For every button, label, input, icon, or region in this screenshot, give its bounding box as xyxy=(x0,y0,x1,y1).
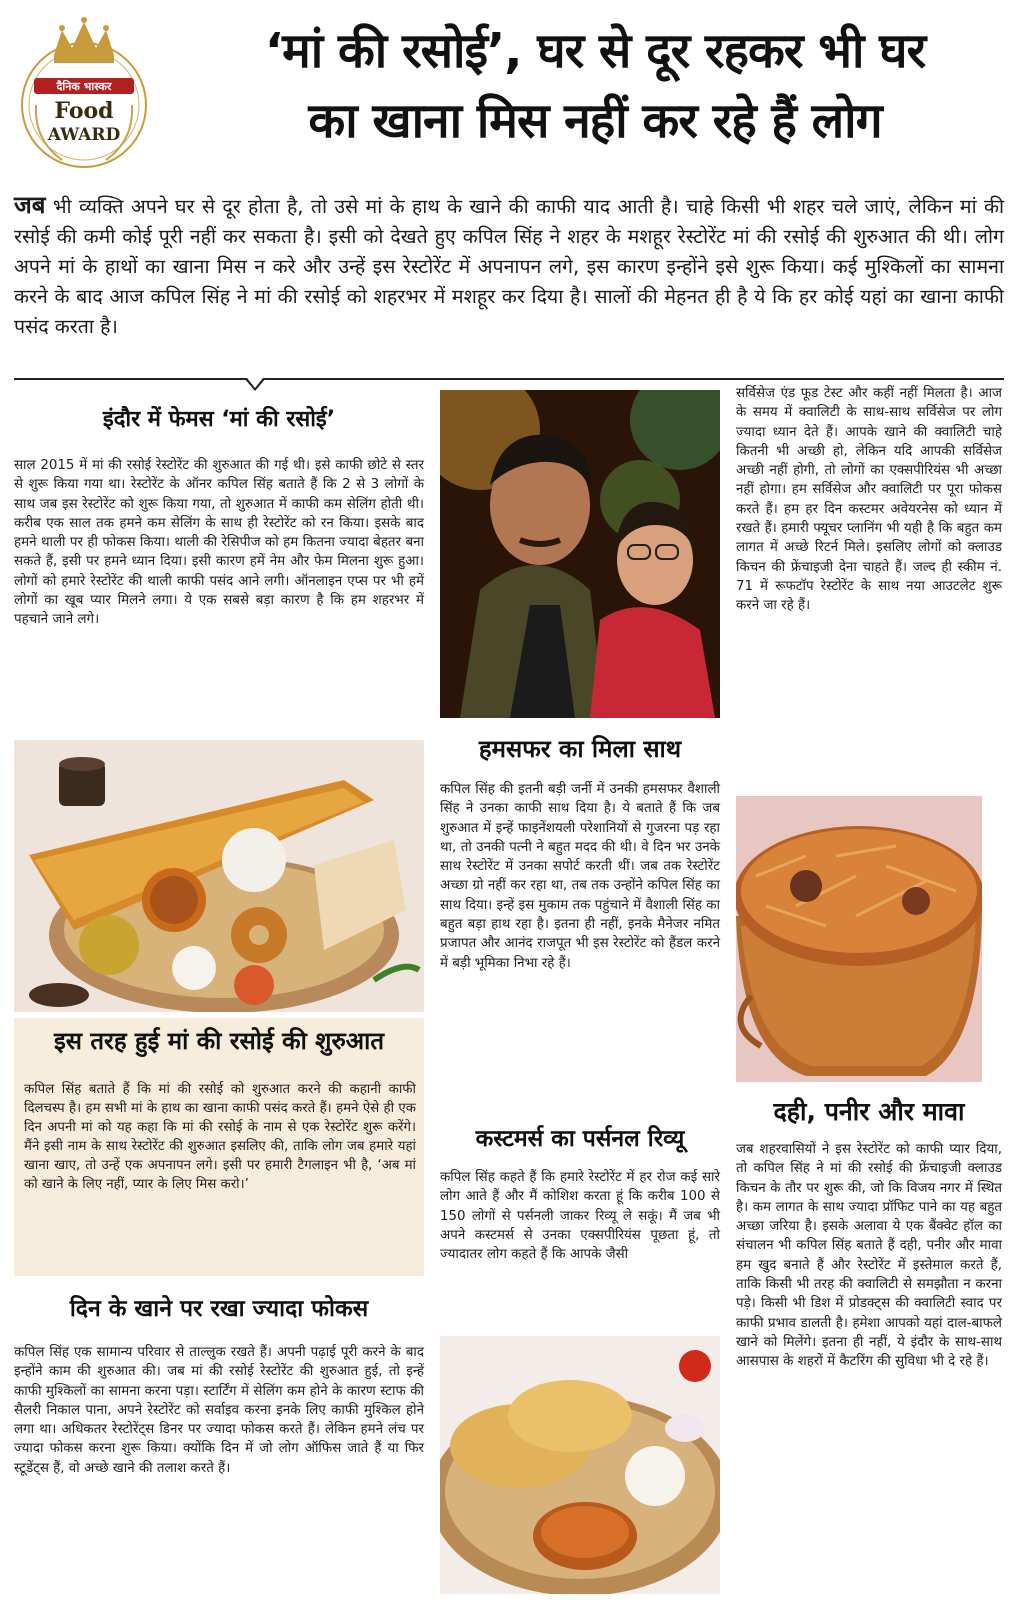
intro-paragraph xyxy=(14,190,1004,342)
owner-couple-photo xyxy=(440,390,720,718)
logo-food: Food xyxy=(54,98,114,124)
body-start: कपिल सिंह बताते हैं कि मां की रसोई को शुरुआत करने की कहानी काफी दिलचस्प है। हम सभी मां के हाथ का खाना काफी पसंद करते हैं। हमने ऐसे ही एक दिन अपनी मां को यह कहा कि मां की रसोई के नाम से एक रेस्टोरेंट शुरू करेंगे। मैंने इसी नाम के साथ रेस्टोरेंट की शुरुआत इसलिए की, ताकि लोग जब हमारे यहां खाना खाए, तो उन्हें एक अपनापन लगे। इसी पर हमारी टैगलाइन भी है, ‘अब मां को खाने के लिए नहीं, प्यार के लिए मिस करो।’ xyxy=(24,1082,416,1192)
body-partner: कपिल सिंह की इतनी बड़ी जर्नी में उनकी हमसफर वैशाली सिंह ने उनका काफी साथ दिया है। ये बताते हैं कि जब शुरुआत में इन्हें फाइनेंशयली परेशानियों से गुजरना पड़ रहा था, तो उनकी पत्नी ने बहुत मदद की थी। वे दिन भर उनके साथ रेस्टोरेंट में उनका सपोर्ट करती थीं। जब तक रेस्टोरेंट अच्छा ग्रो नहीं कर रहा था, तब तक उन्होंने कपिल सिंह का साथ दिया। इन्हें इस मुकाम तक पहुंचाने में वैशाली सिंह का बहुत बड़ा हाथ रहा है। इतना ही नहीं, इनके मैनेजर नमित प्रजापत और आनंद राजपूत भी इस रेस्टोरेंट को हैंडल करने में बड़ी भूमिका निभा रहे हैं। xyxy=(440,782,720,971)
intro-text: भी व्यक्ति अपने घर से दूर होता है, तो उसे मां के हाथ के खाने की काफी याद आती है। चाहे किसी भी शहर चले जाएं, लेकिन मां की रसोई की कमी कोई पूरी नहीं कर सकता है। इसी को देखते हुए कपिल सिंह ने शहर के मशहूर रेस्टोरेंट मां की रसोई की शुरुआत की थी। लोग अपने मां के हाथों का खाना मिस न करे और उन्हें इस रेस्टोरेंट में अपनापन लगे, इस कारण इन्होंने इसे शुरू किया। कई मुश्किलों का सामना करने के बाद आज कपिल सिंह ने मां की रसोई को शहरभर में मशहूर कर दिया है। सालों की मेहनत ही है ये कि हर कोई यहां का खाना काफी पसंद करता है। xyxy=(14,195,1004,338)
body-review: कपिल सिंह कहते हैं कि हमारे रेस्टोरेंट में हर रोज कई सारे लोग आते हैं और मैं कोशिश करता हूं कि करीब 100 से 150 लोगों से पर्सनली जाकर रिव्यू ले सकूं। मैं जब भी अपने कस्टमर्स से उनका एक्सपीरियंस पूछता हूं, तो ज्यादातर लोग कहते हैं कि आपके जैसी xyxy=(440,1170,720,1263)
headline xyxy=(190,16,1000,156)
intro-drop-word: जब xyxy=(14,191,46,219)
logo-award: AWARD xyxy=(47,125,121,145)
headline-line-2: का खाना मिस नहीं कर रहे हैं लोग xyxy=(308,93,882,149)
biryani-pot-photo xyxy=(736,796,982,1082)
section-divider xyxy=(14,378,1004,380)
heading-lunch: दिन के खाने पर रखा ज्यादा फोकस xyxy=(69,1296,369,1322)
headline-line-1: ‘मां की रसोई’, घर से दूर रहकर भी घर xyxy=(264,23,926,79)
body-lunch: कपिल सिंह एक सामान्य परिवार से ताल्लुक रखते हैं। अपनी पढ़ाई पूरी करने के बाद इन्होंने काम की शुरुआत की। जब मां की रसोई रेस्टोरेंट की शुरुआत हुई, तो इन्हें काफी मुश्किलों का सामना करना पड़ा। स्टार्टिंग में सेलिंग कम होने के कारण स्टाफ की सैलरी निकाल पाना, अपने रेस्टोरेंट को सर्वाइव करना इनके लिए काफी मुश्किल होने लगा था। अधिकतर रेस्टोरेंट्स डिनर पर ज्यादा फोकस करते हैं। लेकिन हमने लंच पर ज्यादा फोकस करना शुरू किया। क्योंकि दिन में जो लोग ऑफिस जाते हैं या फिर स्टूडेंट्स हैं, वो अच्छे खाने की तलाश करते हैं। xyxy=(14,1345,424,1476)
paratha-thali-photo xyxy=(440,1336,720,1594)
body-dairy: जब शहरवासियों ने इस रेस्टोरेंट को काफी प्यार दिया, तो कपिल सिंह ने मां की रसोई की फ्रेंचाइजी क्लाउड किचन के तौर पर शुरू की, जो कि विजय नगर में स्थित है। कम लागत के साथ ज्यादा प्रॉफिट पाने का यह बहुत अच्छा जरिया है। इसके अलावा ये एक बैंक्वेट हॉल का संचालन भी कपिल सिंह बताते हैं दही, पनीर और मावा हम खुद बनाते हैं और रेस्टोरेंट में इस्तेमाल करते हैं, ताकि किसी भी तरह की क्वालिटी से समझौता न करना पड़े। किसी भी डिश में प्रोडक्ट्स की क्वालिटी स्वाद पर काफी प्रभाव डालती है। हमेशा आपको यहां दाल-बाफले खाने को मिलेंगे। इतना ही नहीं, ये इंदौर के साथ-साथ आसपास के शहरों में कैटरिंग की सुविधा भी दे रहे हैं। xyxy=(736,1142,1002,1370)
body-indore: साल 2015 में मां की रसोई रेस्टोरेंट की शुरुआत की गई थी। इसे काफी छोटे से स्तर से शुरू किया गया था। रेस्टोरेंट के ऑनर कपिल सिंह बताते हैं कि 2 से 3 लोगों के साथ जब इस रेस्टोरेंट को शुरू किया गया, तो शुरुआत में काफी कम सेलिंग होती थी। करीब एक साल तक हमने कम सेलिंग के साथ ही रेस्टोरेंट को रन किया। इसके बाद हमने थाली पर ही फोकस किया। थाली की रेसिपीज को हम कितना ज्यादा बेहतर बना सकते हैं, इसी पर हमने ध्यान दिया। इसी कारण हमें नेम और फेम मिलना शुरू हुआ। लोगों को हमारे रेस्टोरेंट की थाली काफी पसंद आने लगी। ऑनलाइन एप्स पर भी हमें लोगों का खूब प्यार मिलने लगा। ये एक सबसे बड़ा कारण है कि हम शहरभर में पहचाने जाने लगे। xyxy=(14,458,424,628)
heading-partner: हमसफर का मिला साथ xyxy=(478,735,682,763)
food-award-logo xyxy=(14,10,154,175)
heading-dairy: दही, पनीर और मावा xyxy=(773,1097,965,1126)
heading-indore: इंदौर में फेमस ‘मां की रसोई’ xyxy=(102,407,336,432)
logo-brand: दैनिक भास्कर xyxy=(56,80,112,93)
heading-start: इस तरह हुई मां की रसोई की शुरुआत xyxy=(53,1027,385,1055)
heading-review: कस्टमर्स का पर्सनल रिव्यू xyxy=(475,1126,685,1152)
body-service: सर्विसेज एंड फूड टेस्ट और कहीं नहीं मिलता है। आज के समय में क्वालिटी के साथ-साथ सर्विसेज पर लोग ज्यादा ध्यान देते हैं। आपके खाने की क्वालिटी चाहे कितनी भी अच्छी हो, लेकिन यदि आपकी सर्विसेज अच्छी नहीं होगी, तो लोगों का एक्सपीरियंस भी अच्छा नहीं होगा। हम सर्विसेज और क्वालिटी पर पूरा फोकस करते हैं। हम हर दिन कस्टमर अवेयरनेस को ध्यान में रखते हैं। हमारी फ्यूचर प्लानिंग भी यही है कि बहुत कम लागत में अच्छे रिटर्न मिले। इसलिए लोगों को क्लाउड किचन की फ्रेंचाइजी देना चाहते हैं। जल्द ही स्कीम नं. 71 में रूफटॉप रेस्टोरेंट के साथ नया आउटलेट शुरू करने जा रहे हैं। xyxy=(736,386,1002,614)
thali-photo xyxy=(14,740,424,1012)
